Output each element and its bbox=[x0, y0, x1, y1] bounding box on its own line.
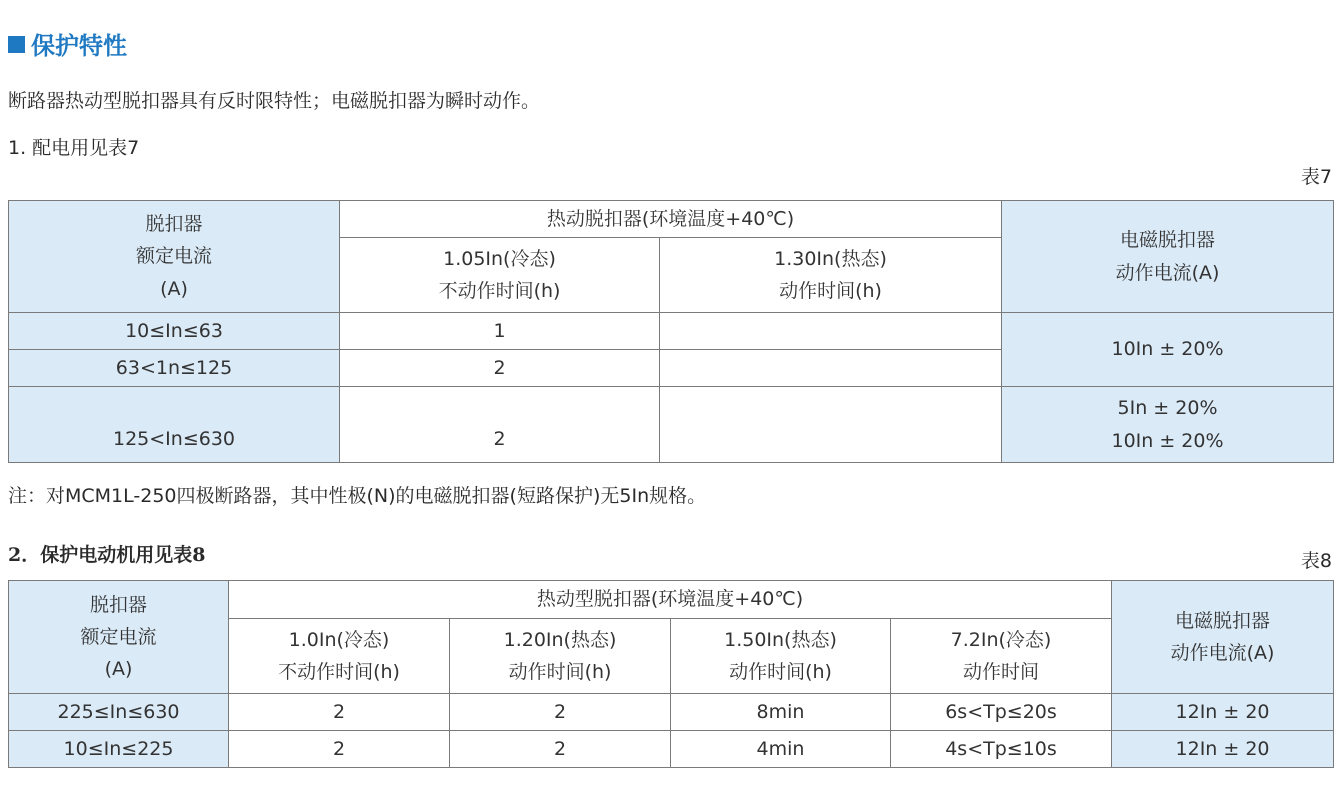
t7-row3-cold: 2 bbox=[340, 387, 660, 463]
heading-square-icon bbox=[8, 36, 25, 53]
t7-hot-line2: 动作时间(h) bbox=[779, 280, 882, 302]
t7-row3-hot bbox=[660, 387, 1002, 463]
t7-rated-line1: 脱扣器 bbox=[145, 213, 203, 236]
t7-rated-line2: 额定电流 bbox=[135, 245, 212, 268]
t7-header-rated bbox=[9, 201, 340, 313]
intro-text: 断路器热动型脱扣器具有反时限特性；电磁脱扣器为瞬时动作。 bbox=[8, 90, 541, 112]
t7-mag-10in: 10In ± 20% bbox=[1111, 429, 1224, 452]
t7-row1-hot bbox=[660, 313, 1002, 350]
t8-row2-c1: 2 bbox=[229, 731, 450, 768]
t7-row2-cold: 2 bbox=[340, 350, 660, 387]
t7-cold-line2: 不动作时间(h) bbox=[438, 280, 561, 302]
t7-mag-line1: 电磁脱扣器 bbox=[1120, 229, 1216, 252]
t8-c4-line1: 7.2In(冷态) bbox=[950, 628, 1052, 651]
table-row bbox=[9, 387, 1334, 463]
t8-row1-range: 225≤In≤630 bbox=[9, 694, 229, 731]
heading-text: 保护特性 bbox=[31, 32, 127, 60]
t7-header-cold bbox=[340, 238, 660, 313]
t8-rated-line1: 脱扣器 bbox=[89, 593, 147, 616]
table7 bbox=[8, 200, 1334, 463]
t8-header-c3 bbox=[671, 619, 891, 694]
t7-row2-hot bbox=[660, 350, 1002, 387]
t8-c3-line2: 动作时间(h) bbox=[729, 661, 832, 683]
t8-mag-line1: 电磁脱扣器 bbox=[1175, 609, 1271, 632]
table-row bbox=[9, 313, 1334, 350]
t7-rated-line3: (A) bbox=[160, 277, 188, 300]
t7-row2-range: 63<1n≤125 bbox=[9, 350, 340, 387]
table8-label: 表8 bbox=[1300, 550, 1332, 572]
t8-row1-c2: 2 bbox=[450, 694, 671, 731]
t8-c1-line1: 1.0In(冷态) bbox=[288, 628, 390, 651]
t7-header-magnetic bbox=[1002, 201, 1334, 313]
t8-rated-line3: (A) bbox=[104, 658, 133, 681]
t8-c2-line1: 1.20In(热态) bbox=[503, 628, 617, 651]
t8-c2-line2: 动作时间(h) bbox=[508, 661, 612, 683]
t7-row3-range: 125<In≤630 bbox=[9, 387, 340, 463]
t8-header-magnetic bbox=[1112, 581, 1334, 694]
section1-title: 1. 配电用见表7 bbox=[8, 137, 140, 159]
t8-header-rated bbox=[9, 581, 229, 694]
t7-header-thermal: 热动脱扣器(环境温度+40℃) bbox=[340, 201, 1002, 238]
t8-row1-mag: 12In ± 20 bbox=[1112, 694, 1334, 731]
t7-row1-cold: 1 bbox=[340, 313, 660, 350]
t8-c3-line1: 1.50In(热态) bbox=[724, 628, 837, 651]
t8-row1-c4: 6s<Tp≤20s bbox=[891, 694, 1112, 731]
table-row bbox=[9, 694, 1334, 731]
t7-mag-value-2 bbox=[1002, 387, 1334, 463]
t7-header-hot bbox=[660, 238, 1002, 313]
table-row bbox=[9, 731, 1334, 768]
t7-hot-line1: 1.30In(热态) bbox=[774, 247, 887, 270]
t8-row2-c3: 4min bbox=[671, 731, 891, 768]
t7-mag-value-1: 10In ± 20% bbox=[1002, 313, 1334, 387]
t8-row2-c4: 4s<Tp≤10s bbox=[891, 731, 1112, 768]
t8-row2-c2: 2 bbox=[450, 731, 671, 768]
t8-row1-c3: 8min bbox=[671, 694, 891, 731]
t8-c4-line2: 动作时间 bbox=[963, 661, 1040, 683]
t8-rated-line2: 额定电流 bbox=[80, 625, 157, 648]
t7-row1-range: 10≤In≤63 bbox=[9, 313, 340, 350]
section2-title: 2．保护电动机用见表8 bbox=[8, 544, 206, 566]
table7-note: 注：对MCM1L-250四极断路器，其中性极(N)的电磁脱扣器(短路保护)无5In规格。 bbox=[8, 485, 707, 507]
section-heading bbox=[8, 26, 127, 61]
table7-label: 表7 bbox=[1300, 166, 1332, 188]
t8-header-c4 bbox=[891, 619, 1112, 694]
t7-cold-line1: 1.05In(冷态) bbox=[443, 247, 556, 270]
table8 bbox=[8, 580, 1334, 768]
t8-mag-line2: 动作电流(A) bbox=[1170, 642, 1275, 664]
t8-row2-mag: 12In ± 20 bbox=[1112, 731, 1334, 768]
t8-header-c1 bbox=[229, 619, 450, 694]
t8-c1-line2: 不动作时间(h) bbox=[278, 661, 400, 683]
t7-mag-line2: 动作电流(A) bbox=[1115, 261, 1220, 284]
t8-row2-range: 10≤In≤225 bbox=[9, 731, 229, 768]
t8-header-c2 bbox=[450, 619, 671, 694]
t7-mag-5in: 5In ± 20% bbox=[1117, 397, 1218, 420]
t8-row1-c1: 2 bbox=[229, 694, 450, 731]
t8-header-thermal: 热动型脱扣器(环境温度+40℃) bbox=[229, 581, 1112, 619]
